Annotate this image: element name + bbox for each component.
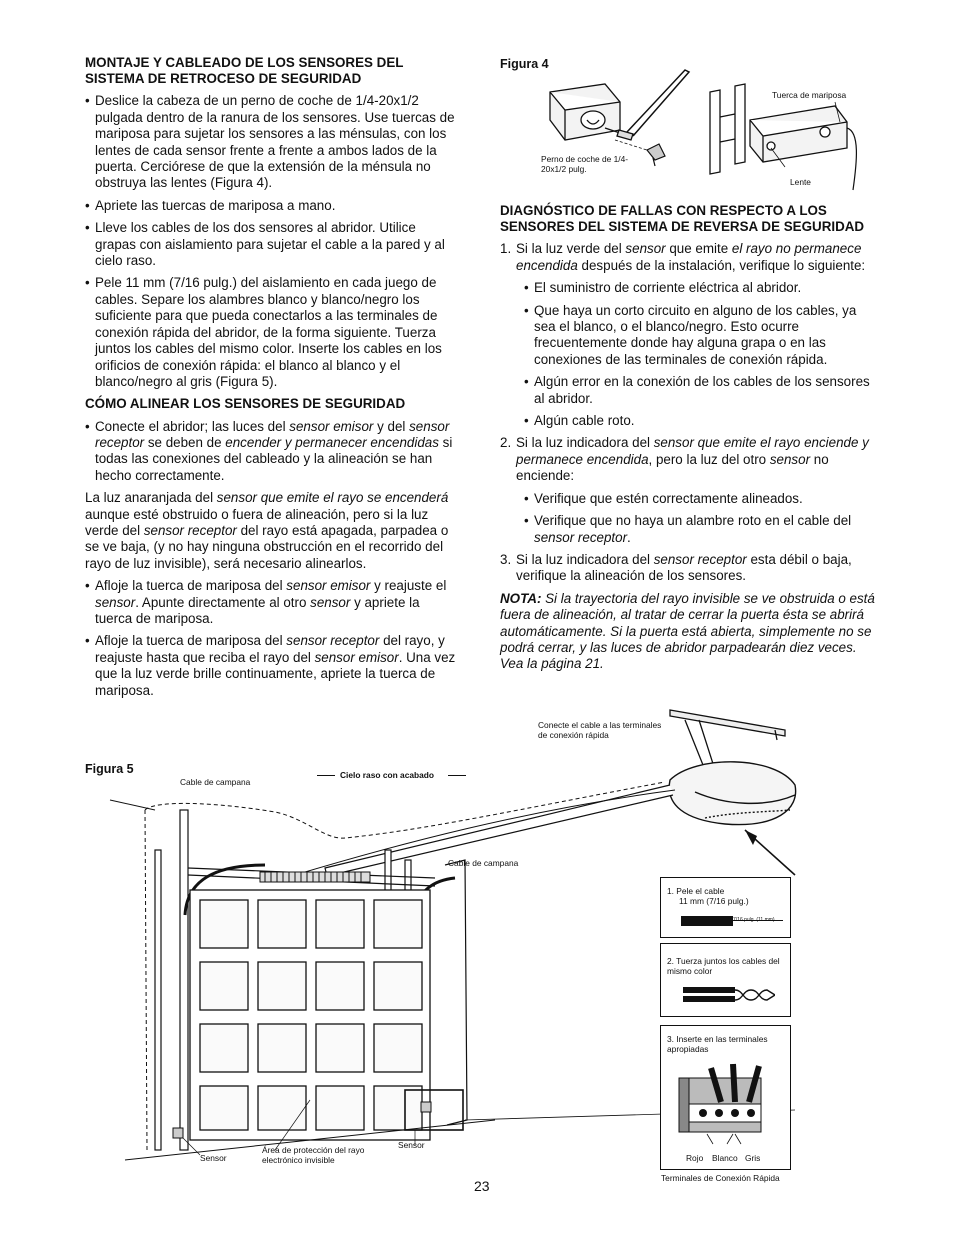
list-item: • Apriete las tuercas de mariposa a mano. — [85, 198, 460, 214]
mount-steps-list — [85, 93, 460, 390]
sensor-left-icon — [173, 1128, 183, 1138]
twisted-wire-icon — [735, 986, 775, 1004]
sensor-left-label: Sensor — [200, 1153, 227, 1163]
wire-insulation-icon — [681, 916, 733, 926]
list-item: • Que haya un corto circuito en alguno de los cables, ya sea el blanco, o el blanco/negro. Esto ocurre frecuentemente donde hay alguna grapa o en las conexiones de las terminales de conexión rápida. — [524, 303, 880, 369]
heading-troubleshooting: DIAGNÓSTICO DE FALLAS CON RESPECTO A LOS SENSORES DEL SISTEMA DE REVERSA DE SEGURIDAD — [500, 203, 865, 235]
list-item: • Lleve los cables de los dos sensores al abridor. Utilice grapas con aislamiento para sujetar el cable a la pared y al cielo raso. — [85, 220, 460, 269]
ceiling-line-right — [448, 775, 466, 776]
figure-5-label: Figura 5 — [85, 762, 134, 776]
step-3-box: 3. Inserte en las terminales apropiadas Rojo Blanco Gris — [660, 1025, 791, 1170]
torsion-spring — [260, 872, 370, 882]
numbered-item-2: 2. Si la luz indicadora del sensor que emite el rayo enciende y permanece encendida, pero la luz del otro sensor no enciende: — [500, 435, 869, 484]
ceiling-label: Cielo raso con acabado — [340, 770, 435, 780]
heading-mount-wiring: MONTAJE Y CABLEADO DE LOS SENSORES DEL SISTEMA DE RETROCESO DE SEGURIDAD — [85, 55, 404, 87]
list-item: • El suministro de corriente eléctrica al abridor. — [524, 280, 880, 296]
left-column — [85, 55, 460, 705]
opener-unit — [669, 762, 795, 825]
bell-wire-label-2: Cable de campana — [448, 858, 519, 868]
opener-rail — [670, 710, 785, 770]
wire-bottom-icon — [683, 996, 735, 1002]
sensor-drawing — [550, 84, 633, 140]
list-item: • Afloje la tuerca de mariposa del sensor receptor del rayo, y reajuste hasta que reciba el rayo del sensor emisor. Una vez que la luz verde brille continuamente, apriete la tuerca de mariposa. — [85, 633, 460, 699]
align-steps-list — [85, 419, 460, 485]
red-terminal-label: Rojo — [686, 1153, 704, 1163]
quick-connect-terminals-label: Terminales de Conexión Rápida — [661, 1173, 780, 1183]
lens-label: Lente — [790, 177, 811, 187]
page-number: 23 — [474, 1178, 490, 1194]
list-item: • Afloje la tuerca de mariposa del sensor emisor y reajuste el sensor. Apunte directamente al otro sensor y apriete la tuerca de mariposa. — [85, 578, 460, 627]
list-item: • Verifique que no haya un alambre roto en el cable del sensor receptor. — [524, 513, 880, 546]
bolt-drawing — [647, 144, 665, 166]
protection-zone-label: Área de protección del rayo electrónico invisible — [262, 1145, 365, 1165]
ceiling-line-left — [317, 775, 335, 776]
sensor-right-icon — [421, 1102, 431, 1112]
check-list-2 — [524, 491, 880, 546]
note-paragraph: NOTA: Si la trayectoria del rayo invisible se ve obstruida o está fuera de alineación, al tratar de cerrar la puerta ésta se abrirá automáticamente. Si la puerta está abierta, simplemente no se podrá cerrar, y las luces de abridor parpadearán diez veces. Vea la página 21. — [500, 590, 875, 672]
list-item: • Pele 11 mm (7/16 pulg.) del aislamiento en cada juego de cables. Separe los alambres blanco y blanco/negro los suficiente para que pueda conectarlos a las terminales de conexión rápida del abridor, de la forma siguiente. Tuerza juntos los cables del mismo color. Inserte los cables en los orificios de conexión rápida: el blanco al blanco y el blanco/negro al gris (Figura 5). — [85, 275, 460, 390]
connect-terminals-label: Conecte el cable a las terminales de conexión rápida — [538, 720, 662, 740]
right-column — [500, 203, 880, 679]
numbered-item-1: 1. Si la luz verde del sensor que emite el rayo no permanece encendida después de la instalación, verifique lo siguiente: — [500, 241, 866, 273]
step-2-box: 2. Tuerza juntos los cables del mismo color — [660, 943, 791, 1017]
paragraph-orange-light: La luz anaranjada del sensor que emite el rayo se encenderá aunque esté obstruido o fuera de alineación, pero si la luz verde del sensor receptor del rayo está apagada, parpadea o se ve baja, (y no hay ninguna obstrucción en el recorrido del rayo de luz invisible), será necesario alinearlos. — [85, 490, 449, 571]
figure-4-label: Figura 4 — [500, 57, 549, 71]
wing-nut-label: Tuerca de mariposa — [772, 90, 847, 100]
heading-align-sensors: CÓMO ALINEAR LOS SENSORES DE SEGURIDAD — [85, 396, 406, 412]
list-item: • Verifique que estén correctamente alineados. — [524, 491, 880, 507]
sensor-right-label: Sensor — [398, 1140, 425, 1150]
step-1-box: 1. Pele el cable 11 mm (7/16 pulg.) 7/16 pulg. (11 mm) — [660, 877, 791, 938]
carriage-bolt-label: Perno de coche de 1/4-20x1/2 pulg. — [541, 154, 629, 174]
gray-terminal-label: Gris — [745, 1153, 761, 1163]
adjust-steps-list — [85, 578, 460, 699]
check-list-1 — [524, 280, 880, 429]
list-item: • Deslice la cabeza de un perno de coche de 1/4-20x1/2 pulgada dentro de la ranura de los sensores. Use tuercas de mariposa para sujetar los sensores a las ménsulas, con los lentes de cada sensor frente a frente a ambos lados de la puerta. Cerciórese de que la extensión de la ménsula no obstruya las lentes (Figura 4). — [85, 93, 460, 191]
list-item: • Algún error en la conexión de los cables de los sensores al abridor. — [524, 374, 880, 407]
list-item: • Conecte el abridor; las luces del sensor emisor y del sensor receptor se deben de encender y permanecer encendidas si todas las conexiones del cableado y la alineación se han hecho correctamente. — [85, 419, 460, 485]
terminal-block-icon — [677, 1060, 777, 1150]
bell-wire-label-1: Cable de campana — [180, 777, 251, 787]
garage-door — [190, 890, 430, 1140]
white-terminal-label: Blanco — [712, 1153, 738, 1163]
numbered-item-3: 3. Si la luz indicadora del sensor receptor esta débil o baja, verifique la alineación de los sensores. — [500, 551, 852, 584]
wire-top-icon — [683, 987, 735, 993]
list-item: • Algún cable roto. — [524, 413, 880, 429]
